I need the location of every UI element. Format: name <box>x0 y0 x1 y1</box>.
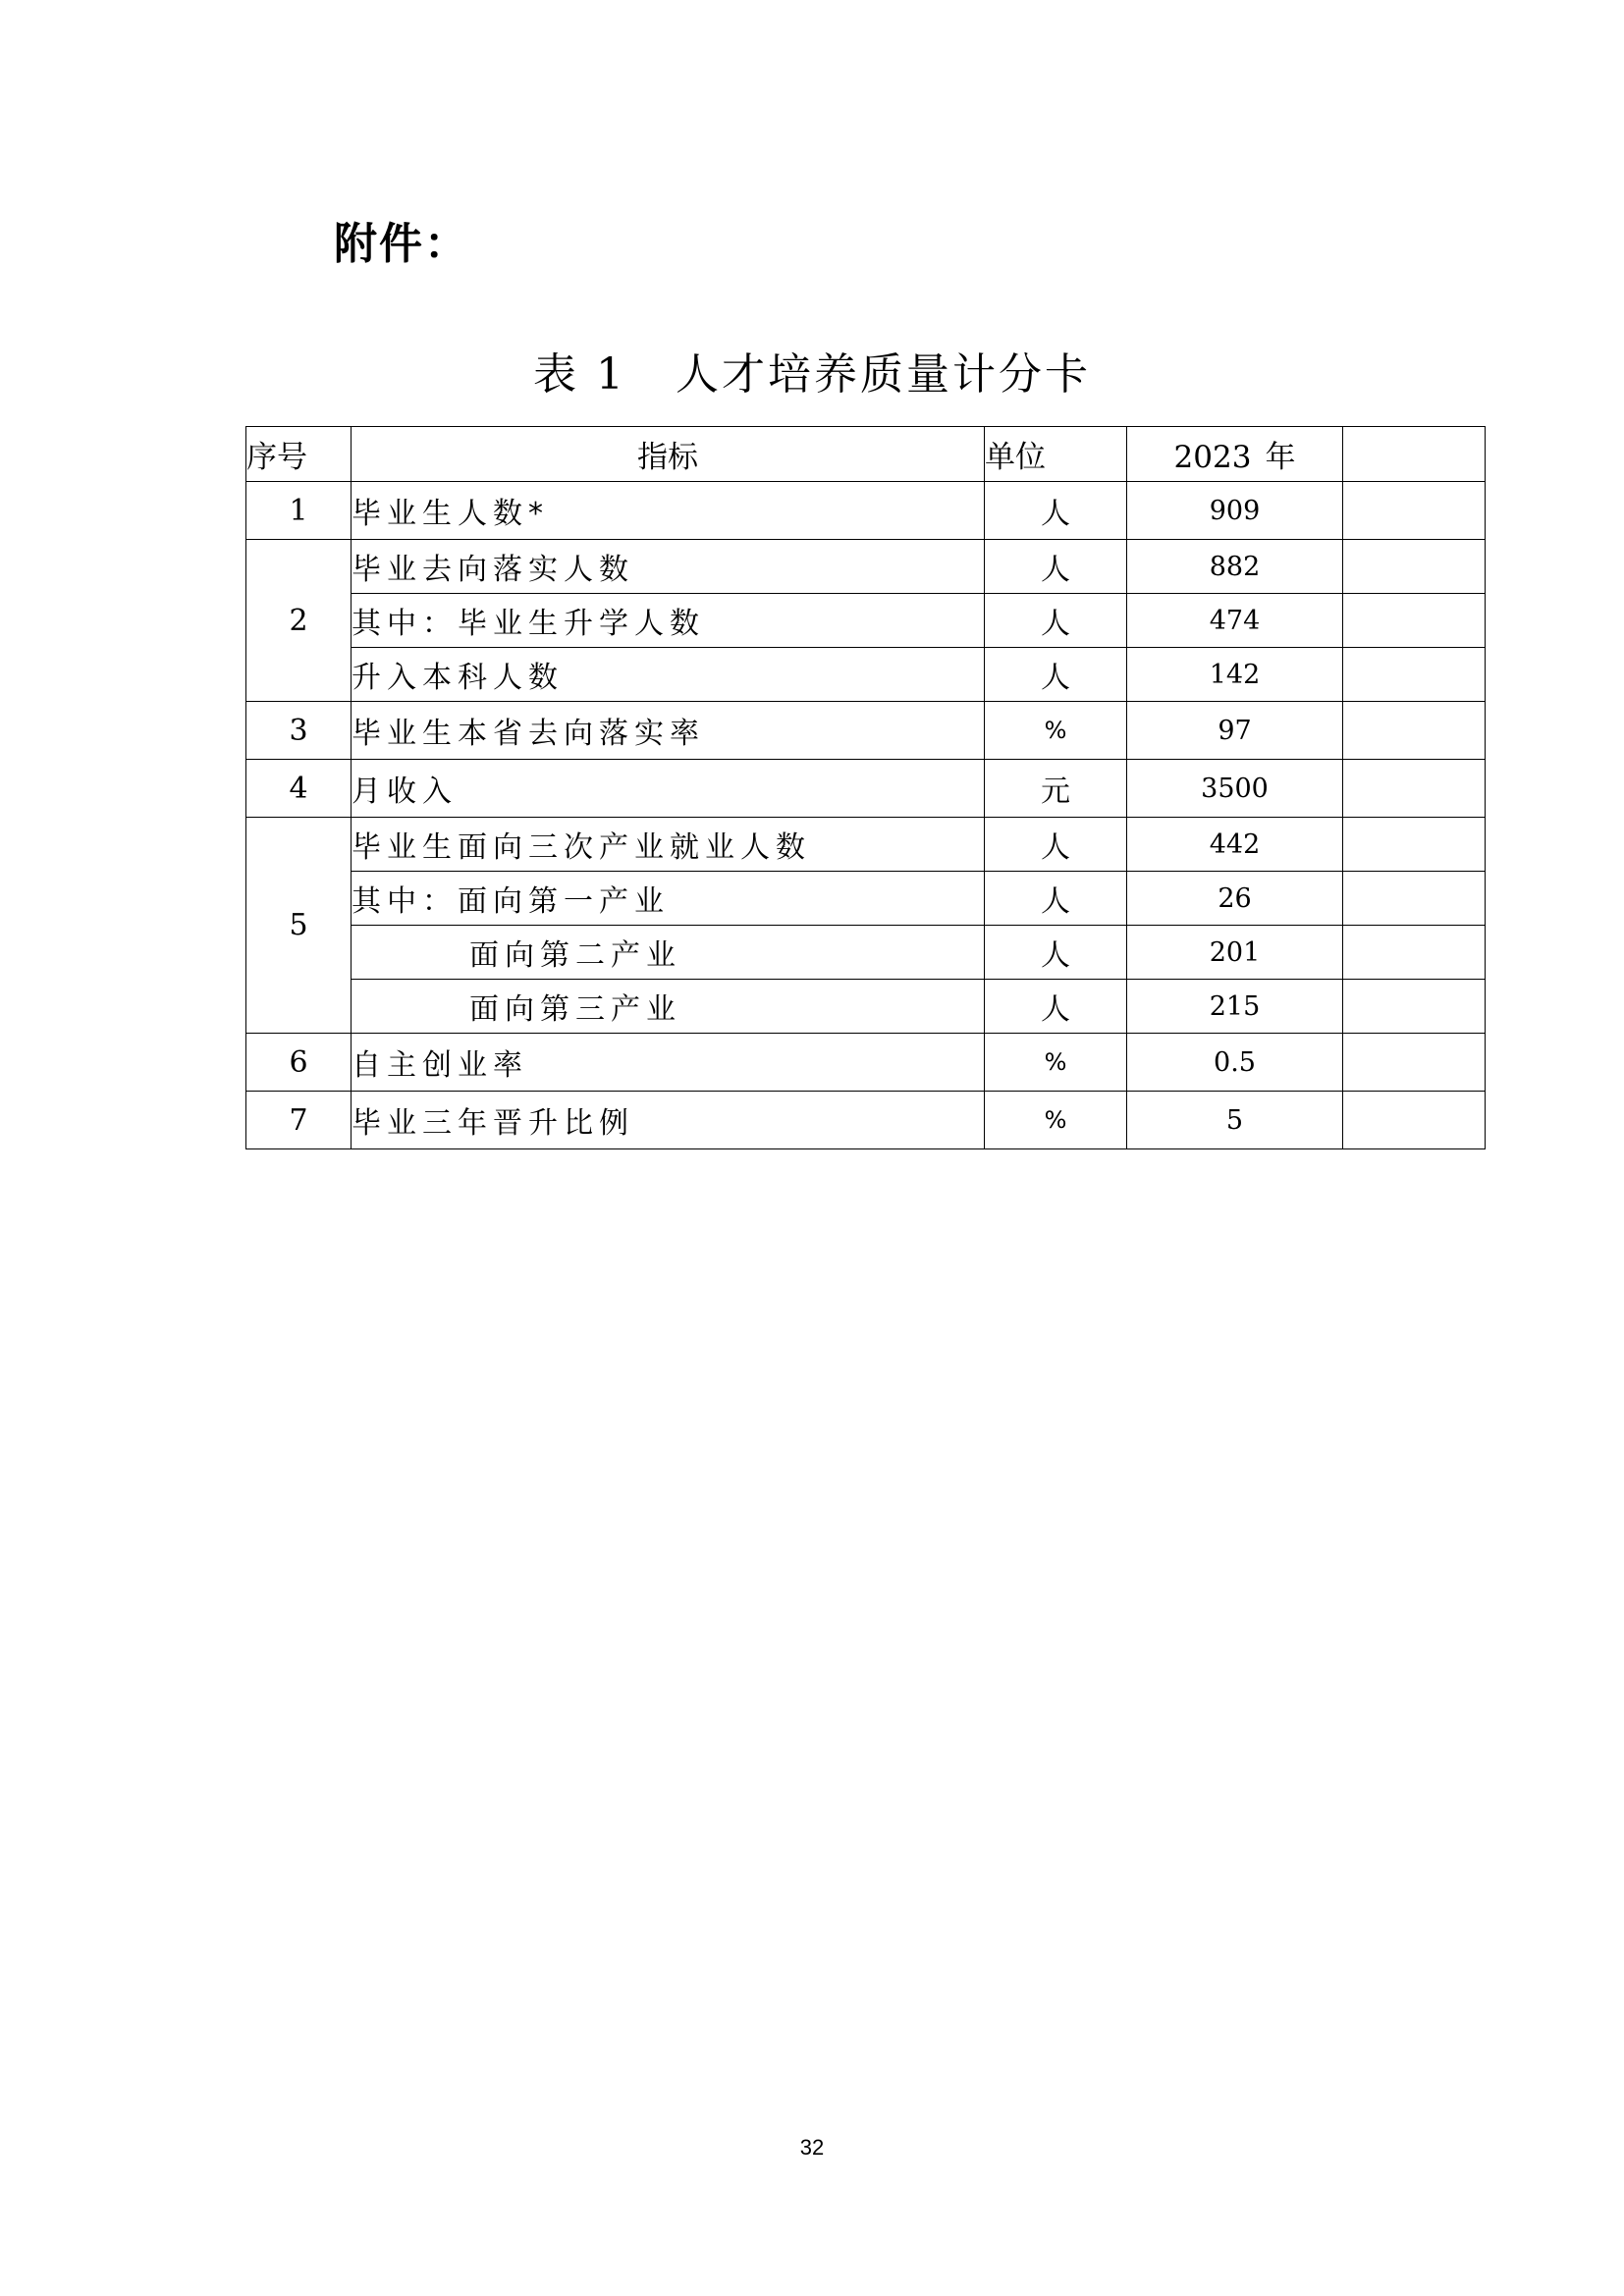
row-blank-cell <box>1343 926 1486 980</box>
table-title <box>0 339 1624 401</box>
row-unit: 人 <box>985 980 1127 1034</box>
row-blank-cell <box>1343 702 1486 760</box>
row-unit: 元 <box>985 760 1127 818</box>
row-indicator: 毕业生本省去向落实率 <box>352 702 985 760</box>
row-unit: 人 <box>985 482 1127 540</box>
row-indicator: 其中：毕业生升学人数 <box>352 594 985 648</box>
table-row <box>246 872 1486 926</box>
row-value: 442 <box>1127 818 1343 872</box>
header-indicator: 指标 <box>352 427 985 482</box>
row-indicator: 毕业三年晋升比例 <box>352 1092 985 1149</box>
row-indicator: 毕业生人数* <box>352 482 985 540</box>
header-year-suffix: 年 <box>1265 440 1296 475</box>
table-header-row <box>246 427 1486 482</box>
row-value: 215 <box>1127 980 1343 1034</box>
row-indicator: 其中：面向第一产业 <box>352 872 985 926</box>
table-row <box>246 980 1486 1034</box>
header-seq: 序号 <box>246 427 352 482</box>
row-unit: % <box>985 702 1127 760</box>
row-unit: % <box>985 1092 1127 1149</box>
row-seq: 5 <box>246 818 352 1034</box>
row-blank-cell <box>1343 1092 1486 1149</box>
row-value: 5 <box>1127 1092 1343 1149</box>
row-value: 909 <box>1127 482 1343 540</box>
table-number: 表 1 <box>533 349 626 400</box>
table-row <box>246 1034 1486 1092</box>
row-blank-cell <box>1343 760 1486 818</box>
row-value: 26 <box>1127 872 1343 926</box>
row-indicator: 面向第二产业 <box>352 926 985 980</box>
row-blank-cell <box>1343 482 1486 540</box>
row-seq: 6 <box>246 1034 352 1092</box>
row-unit: % <box>985 1034 1127 1092</box>
row-unit: 人 <box>985 872 1127 926</box>
row-unit: 人 <box>985 926 1127 980</box>
table-row <box>246 482 1486 540</box>
talent-quality-scorecard-table <box>245 426 1486 1149</box>
attachment-heading: 附件： <box>334 219 469 269</box>
row-indicator: 升入本科人数 <box>352 648 985 702</box>
table-row <box>246 594 1486 648</box>
row-unit: 人 <box>985 540 1127 594</box>
table-row <box>246 702 1486 760</box>
row-blank-cell <box>1343 540 1486 594</box>
header-unit: 单位 <box>985 427 1127 482</box>
row-blank-cell <box>1343 980 1486 1034</box>
table-row <box>246 818 1486 872</box>
row-unit: 人 <box>985 594 1127 648</box>
row-indicator: 自主创业率 <box>352 1034 985 1092</box>
row-seq: 2 <box>246 540 352 702</box>
row-blank-cell <box>1343 818 1486 872</box>
row-unit: 人 <box>985 648 1127 702</box>
row-seq: 1 <box>246 482 352 540</box>
table-row <box>246 540 1486 594</box>
row-value: 142 <box>1127 648 1343 702</box>
header-year-value: 2023 <box>1173 440 1252 475</box>
row-value: 3500 <box>1127 760 1343 818</box>
table-row <box>246 760 1486 818</box>
row-seq: 4 <box>246 760 352 818</box>
table-row <box>246 1092 1486 1149</box>
row-indicator: 毕业去向落实人数 <box>352 540 985 594</box>
row-value: 882 <box>1127 540 1343 594</box>
table-row <box>246 926 1486 980</box>
row-value: 201 <box>1127 926 1343 980</box>
row-blank-cell <box>1343 594 1486 648</box>
row-blank-cell <box>1343 648 1486 702</box>
row-blank-cell <box>1343 872 1486 926</box>
row-blank-cell <box>1343 1034 1486 1092</box>
row-indicator: 面向第三产业 <box>352 980 985 1034</box>
row-indicator: 毕业生面向三次产业就业人数 <box>352 818 985 872</box>
row-seq: 7 <box>246 1092 352 1149</box>
table-title-text: 人才培养质量计分卡 <box>675 349 1091 400</box>
row-indicator: 月收入 <box>352 760 985 818</box>
row-value: 0.5 <box>1127 1034 1343 1092</box>
row-seq: 3 <box>246 702 352 760</box>
table-row <box>246 648 1486 702</box>
row-value: 97 <box>1127 702 1343 760</box>
row-unit: 人 <box>985 818 1127 872</box>
page-number: 32 <box>799 2135 825 2160</box>
header-extra <box>1343 427 1486 482</box>
header-year <box>1127 427 1343 482</box>
row-value: 474 <box>1127 594 1343 648</box>
